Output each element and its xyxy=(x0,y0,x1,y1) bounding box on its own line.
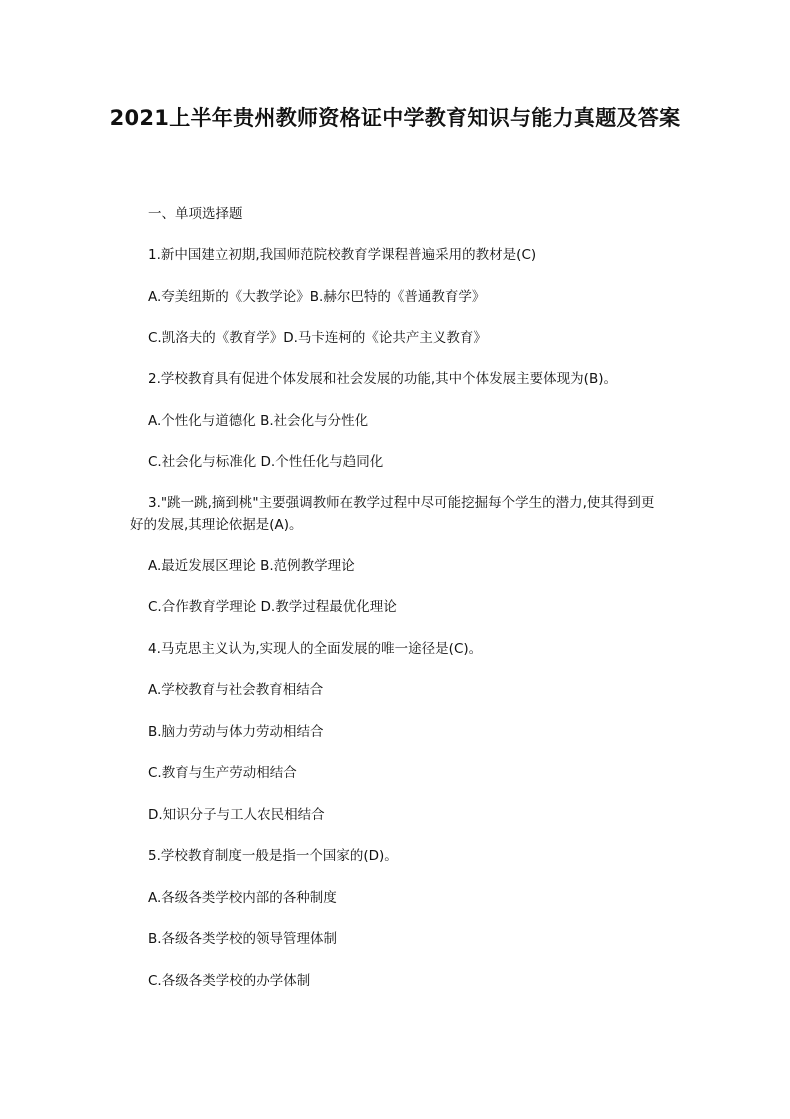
question-5-option-c: C.各级各类学校的办学体制 xyxy=(148,973,311,989)
question-5-option-a: A.各级各类学校内部的各种制度 xyxy=(148,890,337,906)
question-3-line-1: 3."跳一跳,摘到桃"主要强调教师在教学过程中尽可能挖掘每个学生的潜力,使其得到更 xyxy=(148,495,655,511)
question-4: 4.马克思主义认为,实现人的全面发展的唯一途径是(C)。 xyxy=(148,641,483,657)
section-heading: 一、单项选择题 xyxy=(148,206,243,222)
question-1-options-cd: C.凯洛夫的《教育学》D.马卡连柯的《论共产主义教育》 xyxy=(148,330,487,346)
question-2-options-ab: A.个性化与道德化 B.社会化与分性化 xyxy=(148,413,369,429)
question-3-options-ab: A.最近发展区理论 B.范例教学理论 xyxy=(148,558,355,574)
question-4-option-c: C.教育与生产劳动相结合 xyxy=(148,765,297,781)
question-4-option-b: B.脑力劳动与体力劳动相结合 xyxy=(148,724,324,740)
question-3-options-cd: C.合作教育学理论 D.教学过程最优化理论 xyxy=(148,599,397,615)
question-1: 1.新中国建立初期,我国师范院校教育学课程普遍采用的教材是(C) xyxy=(148,247,537,263)
question-1-options-ab: A.夸美纽斯的《大教学论》B.赫尔巴特的《普通教育学》 xyxy=(148,289,486,305)
question-4-option-a: A.学校教育与社会教育相结合 xyxy=(148,682,324,698)
document-title: 2021上半年贵州教师资格证中学教育知识与能力真题及答案 xyxy=(109,106,681,130)
question-4-option-d: D.知识分子与工人农民相结合 xyxy=(148,807,325,823)
question-2: 2.学校教育具有促进个体发展和社会发展的功能,其中个体发展主要体现为(B)。 xyxy=(148,371,617,387)
question-2-options-cd: C.社会化与标准化 D.个性任化与趋同化 xyxy=(148,454,384,470)
question-5-option-b: B.各级各类学校的领导管理体制 xyxy=(148,931,338,947)
question-3-line-2: 好的发展,其理论依据是(A)。 xyxy=(130,517,303,533)
question-5: 5.学校教育制度一般是指一个国家的(D)。 xyxy=(148,848,398,864)
